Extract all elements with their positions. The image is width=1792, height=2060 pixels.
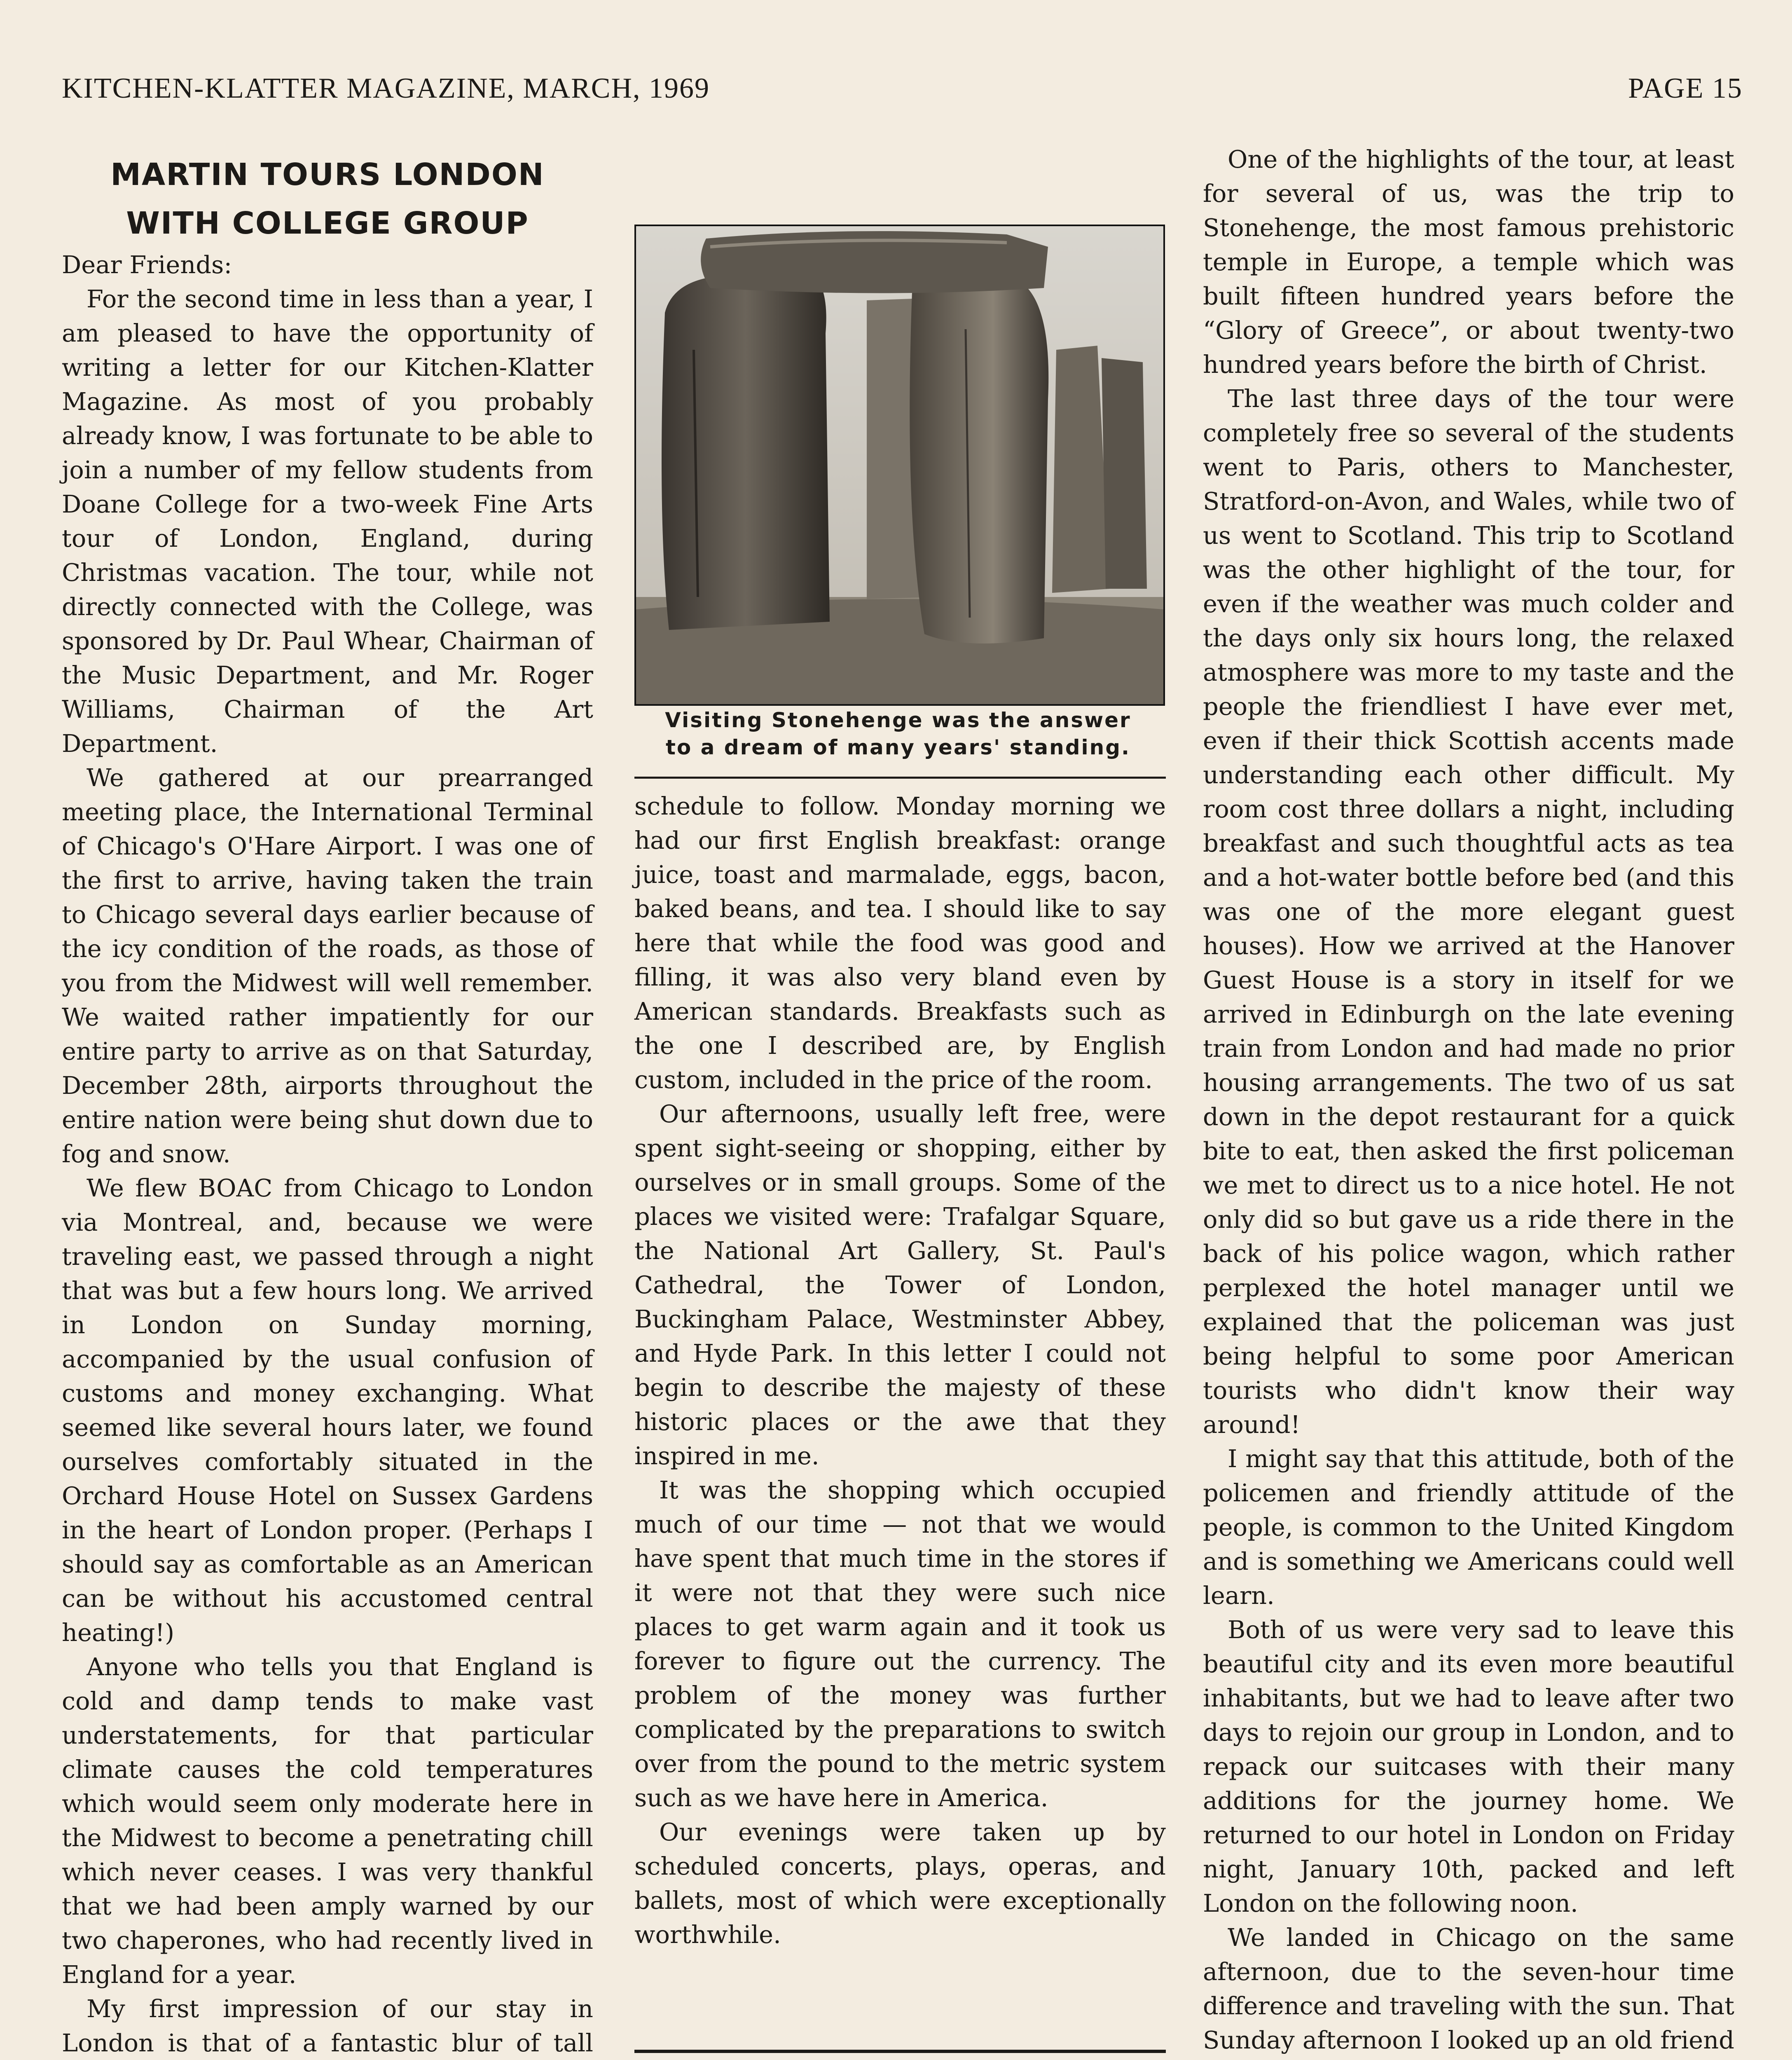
article-title <box>62 150 593 248</box>
paragraph: I might say that this attitude, both of the policemen and friendly attitude of the people, is common to the United Kingdom and is something we Americans could well learn. <box>1203 1444 1734 1610</box>
paragraph: Anyone who tells you that England is cold and damp tends to make vast understatements, for that particular climate causes the cold temperatures which would seem only moderate here in the Midwest to become a penetrating chill which never ceases. I was very thankful that we had been amply warned by our two chaperones, who had recently lived in England for a year. <box>62 1653 593 1989</box>
paragraph: The last three days of the tour were completely free so several of the students went to Paris, others to Manchester, Stratford-on-Avon, and Wales, while two of us went to Scotland. This trip to Scotland was the other highlight of the tour, for even if the weather was much colder and the days only six hours long, the relaxed atmosphere was more to my taste and the people the friendliest I have ever met, even if their thick Scottish accents made understanding each other difficult. My room cost three dollars a night, including breakfast and such thoughtful acts as tea and a hot-water bottle before bed (and this was one of the more elegant guest houses). How we arrived at the Hanover Guest House is a story in itself for we arrived in Edinburgh on the late evening train from London and had made no prior housing arrangements. The two of us sat down in the depot restaurant for a quick bite to eat, then asked the first policeman we met to direct us to a nice hotel. He not only did so but gave us a ride there in the back of his police wagon, which rather perplexed the hotel manager until we explained that the policeman was just being helpful to some poor American tourists who didn't know their way around! <box>1203 384 1734 1439</box>
paragraph: We flew BOAC from Chicago to London via Montreal, and, because we were traveling east, we passed through a night that was but a few hours long. We arrived in London on Sunday morning, accompanied by the usual confusion of customs and money exchanging. What seemed like several hours later, we found ourselves comfortably situated in the Orchard House Hotel on Sussex Gardens in the heart of London proper. (Perhaps I should say as comfortable as an American can be without his accustomed central heating!) <box>62 1174 593 1647</box>
paragraph: It was the shopping which occupied much of our time — not that we would have spent that much time in the stores if it were not that they were such nice places to get warm again and it took us forever to figure out the currency. The problem of the money was further complicated by the preparations to switch over from the pound to the metric system such as we have here in America. <box>634 1476 1166 1812</box>
article-column-2 <box>634 789 1166 1952</box>
stonehenge-photo <box>634 225 1165 706</box>
paragraph: We gathered at our prearranged meeting place, the International Terminal of Chicago's O'Hare Airport. I was one of the first to arrive, having taken the train to Chicago several days earlier because of the icy condition of the roads, as those of you from the Midwest will well remember. We waited rather impatiently for our entire party to arrive as on that Saturday, December 28th, airports throughout the entire nation were being shut down due to fog and snow. <box>62 763 593 1168</box>
paragraph: For the second time in less than a year, I am pleased to have the opportunity of writing a letter for our Kitchen-Klatter Magazine. As most of you probably already know, I was fortunate to be able to join a number of my fellow students from Doane College for a two-week Fine Arts tour of London, England, during Christmas vacation. The tour, while not directly connected with the College, was sponsored by Dr. Paul Whear, Chairman of the Music Department, and Mr. Roger Williams, Chairman of the Art Department. <box>62 285 593 758</box>
paragraph: One of the highlights of the tour, at least for several of us, was the trip to Stonehenge, the most famous prehistoric temple in Europe, a temple which was built fifteen hundred years before the “Glory of Greece”, or about twenty-two hundred years before the birth of Christ. <box>1203 145 1734 379</box>
paragraph: schedule to follow. Monday morning we had our first English breakfast: orange juice, toast and marmalade, eggs, bacon, baked beans, and tea. I should like to say here that while the food was good and filling, it was also very bland even by American standards. Breakfasts such as the one I described are, by English custom, included in the price of the room. <box>634 792 1166 1094</box>
divider-rule-poem <box>634 2050 1166 2053</box>
caption-line-2: to a dream of many years' standing. <box>665 735 1131 759</box>
page-number: PAGE 15 <box>1628 73 1743 104</box>
article-title-line-1: MARTIN TOURS LONDON <box>110 157 545 192</box>
article-title-line-2: WITH COLLEGE GROUP <box>126 206 529 241</box>
photo-caption <box>634 707 1162 761</box>
paragraph: Both of us were very sad to leave this beautiful city and its even more beautiful inhabitants, but we had to leave after two days to rejoin our group in London, and to repack our suitcases with their many additions for the journey home. We returned to our hotel in London on Friday night, January 10th, packed and left London on the following noon. <box>1203 1615 1734 1917</box>
divider-rule <box>634 777 1166 779</box>
salutation: Dear Friends: <box>62 250 232 279</box>
paragraph: We landed in Chicago on the same afternoon, due to the seven-hour time difference and traveling with the sun. That Sunday afternoon I looked up an old friend <box>1203 1923 1734 2054</box>
paragraph: My first impression of our stay in London is that of a fantastic blur of tall <box>62 1994 593 2057</box>
page-header <box>62 72 1743 117</box>
paragraph: Our evenings were taken up by scheduled concerts, plays, operas, and ballets, most of which were exceptionally worthwhile. <box>634 1818 1166 1949</box>
article-column-3 <box>1203 142 1734 2060</box>
magazine-title: KITCHEN-KLATTER MAGAZINE, MARCH, 1969 <box>62 73 710 104</box>
article-column-1 <box>62 150 593 2060</box>
caption-line-1: Visiting Stonehenge was the answer <box>665 708 1131 732</box>
paragraph: Our afternoons, usually left free, were spent sight-seeing or shopping, either by ourselves or in small groups. Some of the places we visited were: Trafalgar Square, the National Art Gallery, St. Paul's Cathedral, the Tower of London, Buckingham Palace, Westminster Abbey, and Hyde Park. In this letter I could not begin to describe the majesty of these historic places or the awe that they inspired in me. <box>634 1100 1166 1470</box>
